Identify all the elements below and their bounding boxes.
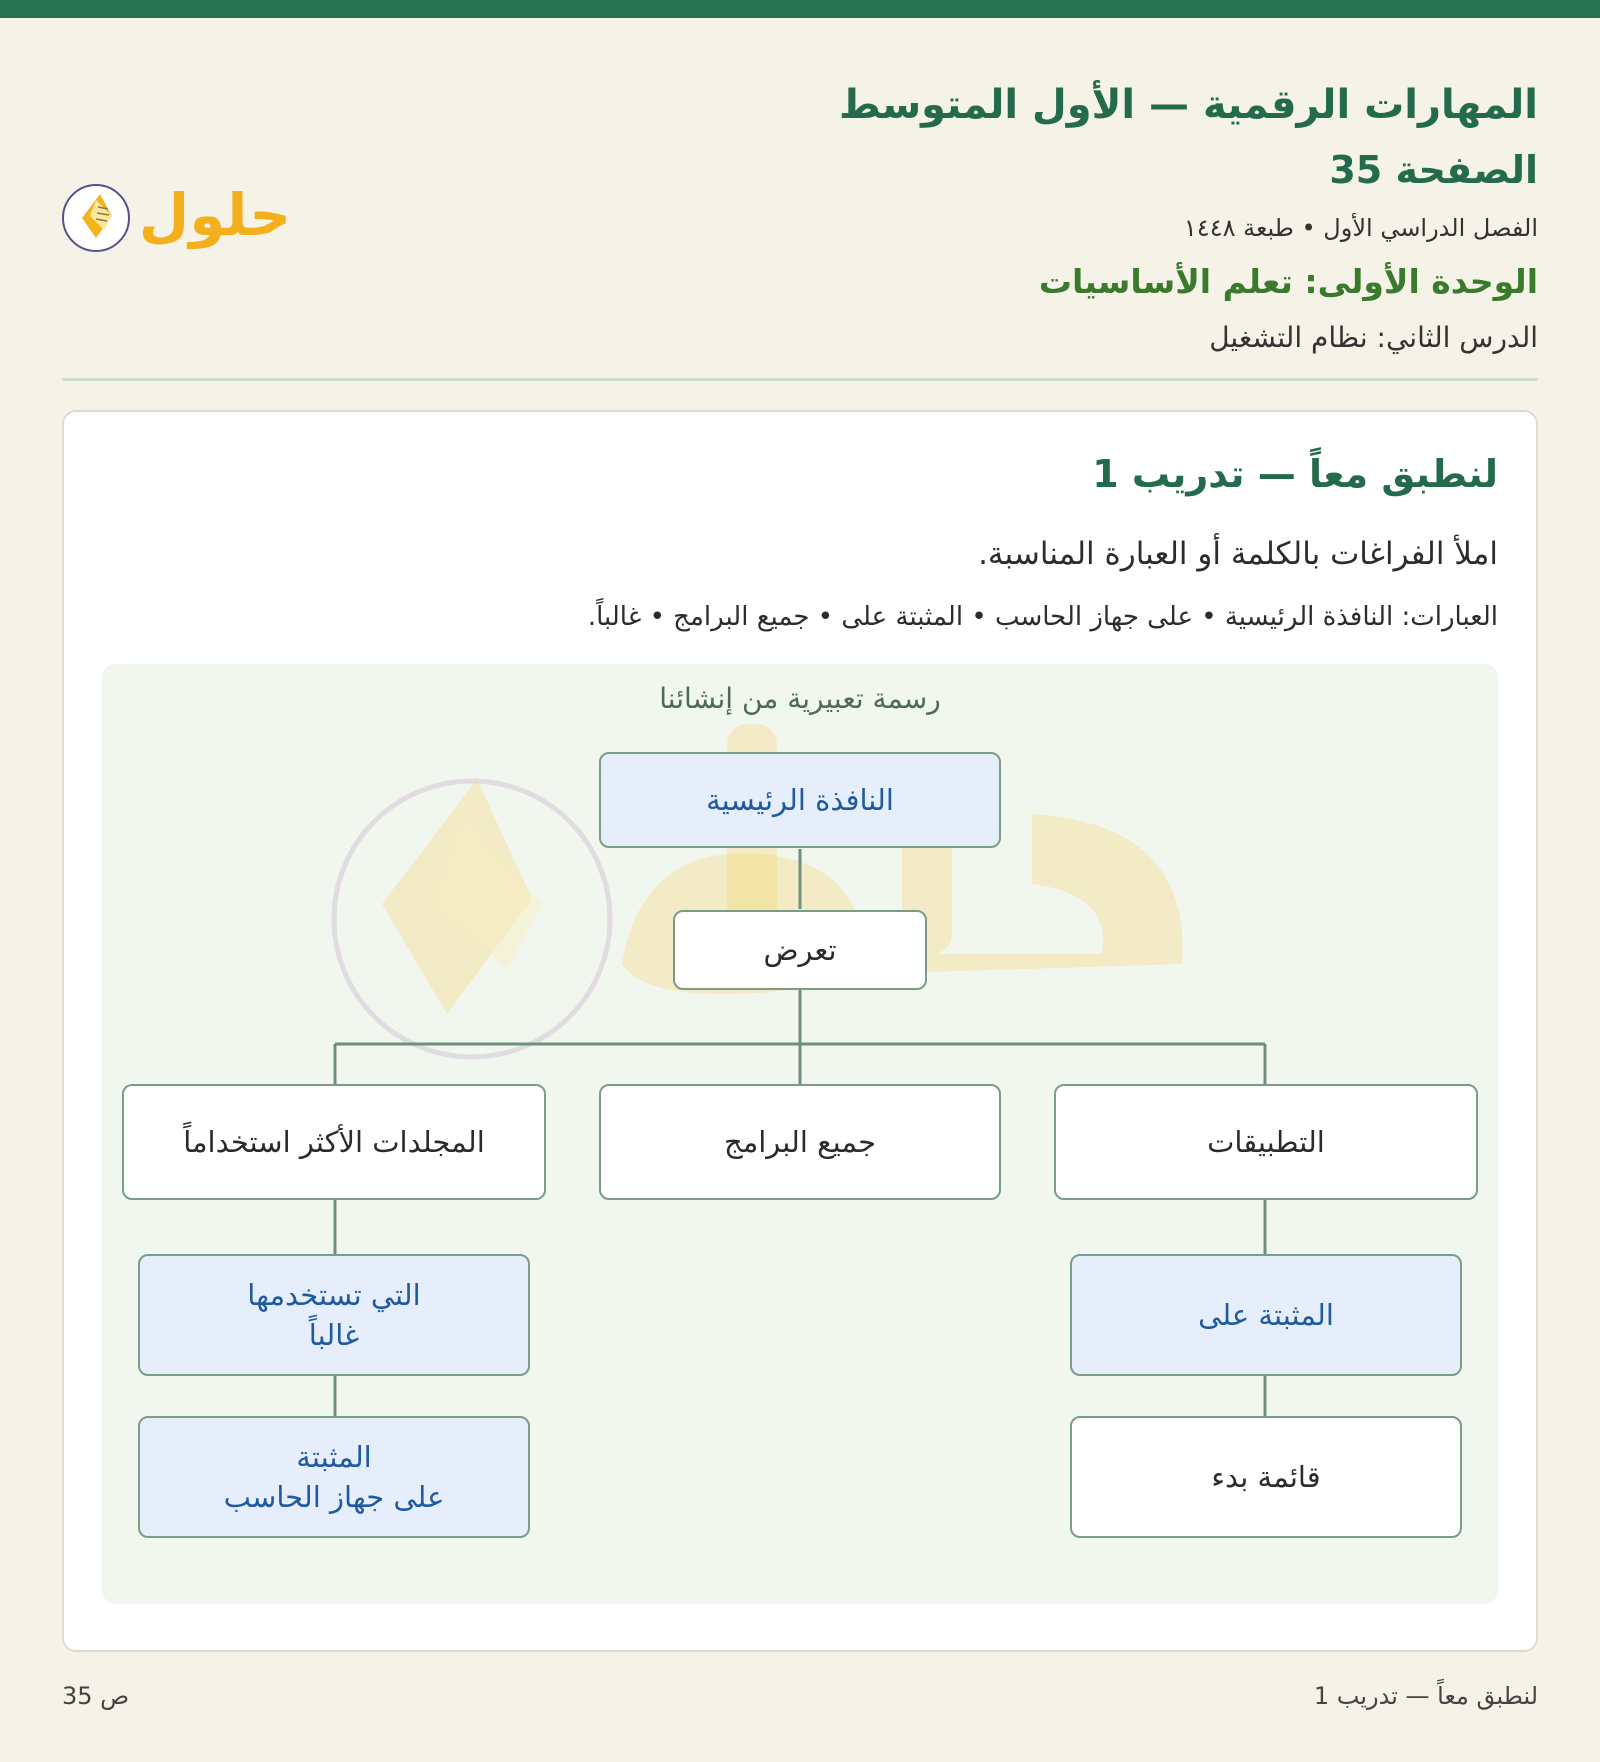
page-number-title: الصفحة 35: [1329, 148, 1538, 192]
top-accent-bar: [0, 0, 1600, 18]
node-displays-label: تعرض: [763, 933, 837, 967]
node-you-use-often: [138, 1254, 530, 1376]
node-installed-on-label: المثبتة على: [1198, 1298, 1334, 1332]
exercise-instruction: املأ الفراغات بالكلمة أو العبارة المناسبة.: [978, 536, 1498, 572]
unit-title: الوحدة الأولى: تعلم الأساسيات: [1038, 262, 1538, 301]
node-installed-on-computer-line2: على جهاز الحاسب: [223, 1480, 445, 1514]
book-title: المهارات الرقمية — الأول المتوسط: [838, 82, 1538, 128]
node-you-use-often-line2: غالباً: [308, 1318, 360, 1352]
exercise-phrases: العبارات: النافذة الرئيسية • على جهاز الحاسب • المثبتة على • جميع البرامج • غالباً.: [587, 602, 1498, 632]
node-applications: [1054, 1084, 1478, 1200]
footer-section-label: لنطبق معاً — تدريب 1: [1313, 1682, 1538, 1710]
node-you-use-often-line1: التي تستخدمها: [247, 1278, 421, 1312]
node-all-programs: [599, 1084, 1001, 1200]
exercise-card: [62, 410, 1538, 1652]
site-logo[interactable]: [60, 160, 290, 255]
node-start-menu: [1070, 1416, 1462, 1538]
node-all-programs-label: جميع البرامج: [723, 1125, 877, 1159]
header-divider: [62, 378, 1538, 381]
logo-text: حلول: [138, 181, 290, 249]
node-installed-on: [1070, 1254, 1462, 1376]
book-logo-icon: [60, 160, 290, 255]
node-start-menu-label: قائمة بدء: [1211, 1460, 1321, 1494]
footer-page-number: ص 35: [62, 1682, 130, 1710]
node-displays: [673, 910, 927, 990]
exercise-title: لنطبق معاً — تدريب 1: [1092, 452, 1498, 496]
page-header: [538, 70, 1538, 366]
node-most-used-folders: [122, 1084, 546, 1200]
node-main-window-label: النافذة الرئيسية: [706, 783, 894, 817]
term-edition: الفصل الدراسي الأول • طبعة ١٤٤٨: [1183, 214, 1538, 242]
lesson-title: الدرس الثاني: نظام التشغيل: [1209, 321, 1538, 354]
node-most-used-folders-label: المجلدات الأكثر استخداماً: [183, 1125, 485, 1159]
node-main-window: [599, 752, 1001, 848]
node-applications-label: التطبيقات: [1207, 1125, 1325, 1159]
node-installed-on-computer-line1: المثبتة: [296, 1440, 372, 1474]
mind-map-diagram: [102, 664, 1498, 1604]
diagram-caption: رسمة تعبيرية من إنشائنا: [659, 682, 941, 715]
node-installed-on-computer: [138, 1416, 530, 1538]
